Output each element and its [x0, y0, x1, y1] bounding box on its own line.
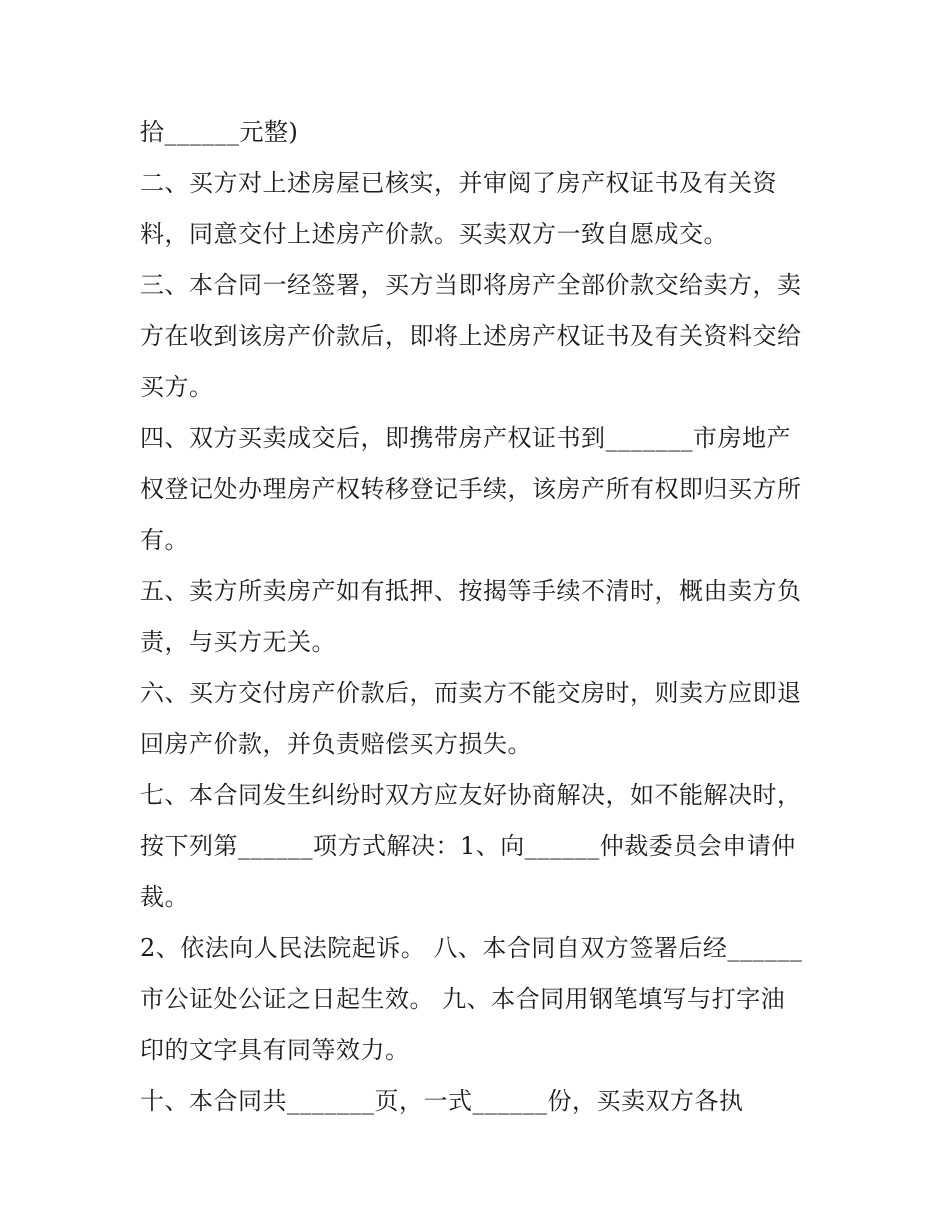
- text-line-1: 拾______元整): [140, 118, 299, 146]
- text-line-17: 2、依法向人民法院起诉。 八、本合同自双方签署后经______: [140, 934, 803, 962]
- text-line-14: 七、本合同发生纠纷时双方应友好协商解决，如不能解决时，: [140, 781, 802, 809]
- contract-text: [140, 107, 820, 1127]
- text-line-13: 回房产价款，并负责赔偿买方损失。: [140, 730, 532, 758]
- text-line-2: 二、买方对上述房屋已核实，并审阅了房产权证书及有关资: [140, 169, 777, 197]
- text-line-19: 印的文字具有同等效力。: [140, 1036, 410, 1064]
- text-line-18: 市公证处公证之日起生效。 九、本合同用钢笔填写与打字油: [140, 985, 786, 1013]
- text-line-8: 权登记处办理房产权转移登记手续，该房产所有权即归买方所: [140, 475, 802, 503]
- text-line-7: 四、双方买卖成交后，即携带房产权证书到_______市房地产: [140, 424, 791, 452]
- text-line-15: 按下列第______项方式解决：1、向______仲裁委员会申请仲: [140, 832, 796, 860]
- text-line-3: 料，同意交付上述房产价款。买卖双方一致自愿成交。: [140, 220, 728, 248]
- text-line-4: 三、本合同一经签署，买方当即将房产全部价款交给卖方，卖: [140, 271, 802, 299]
- text-line-9: 有。: [140, 526, 189, 554]
- text-line-5: 方在收到该房产价款后，即将上述房产权证书及有关资料交给: [140, 322, 802, 350]
- text-line-11: 责，与买方无关。: [140, 628, 336, 656]
- text-line-10: 五、卖方所卖房产如有抵押、按揭等手续不清时，概由卖方负: [140, 577, 802, 605]
- text-line-16: 裁。: [140, 883, 189, 911]
- text-line-12: 六、买方交付房产价款后，而卖方不能交房时，则卖方应即退: [140, 679, 802, 707]
- text-line-6: 买方。: [140, 373, 214, 401]
- text-line-20: 十、本合同共_______页，一式______份，买卖双方各执: [140, 1087, 744, 1115]
